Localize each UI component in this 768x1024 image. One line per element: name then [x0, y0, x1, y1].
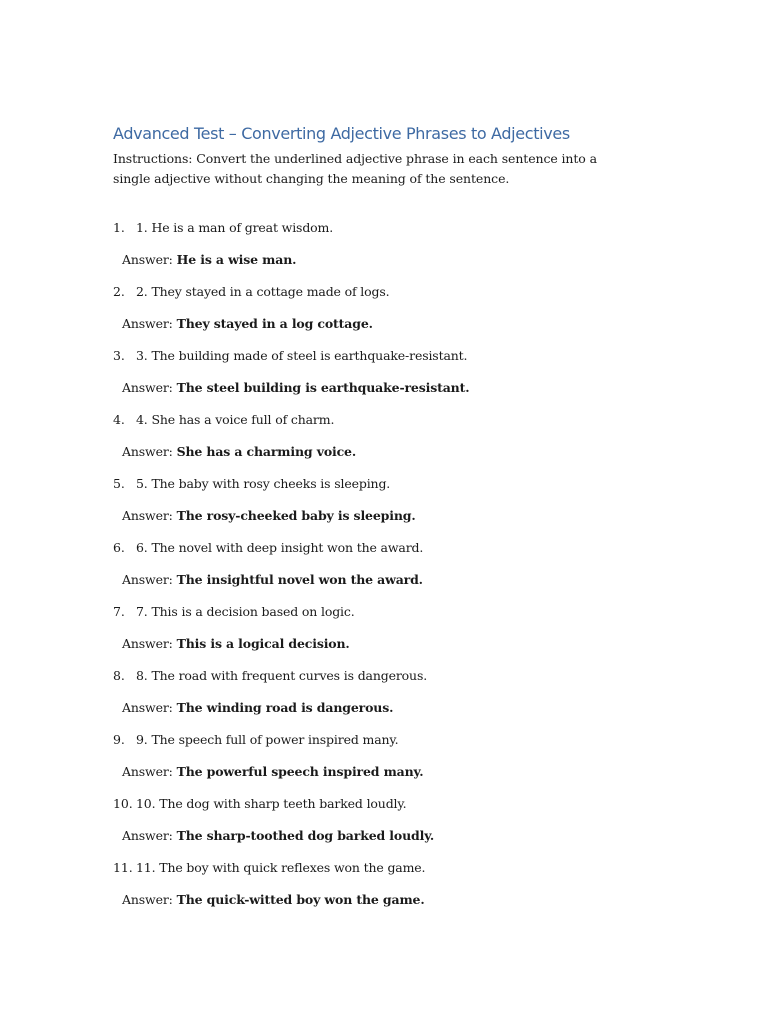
- answer-line: [122, 636, 350, 652]
- answer-text: They stayed in a log cottage.: [176, 316, 373, 331]
- answer-text: The quick-witted boy won the game.: [176, 892, 425, 907]
- item-number: 11.: [113, 860, 133, 875]
- item-number: 6.: [113, 540, 125, 555]
- answer-line: [122, 444, 356, 460]
- item-number: 4.: [113, 412, 125, 427]
- question-text: 10. The dog with sharp teeth barked loudly.: [136, 796, 407, 811]
- item-number: 3.: [113, 348, 125, 363]
- answer-line: [122, 316, 373, 332]
- answer-line: [122, 828, 434, 844]
- list-item: [113, 600, 713, 664]
- question-text: 5. The baby with rosy cheeks is sleeping.: [136, 476, 391, 491]
- item-number: 8.: [113, 668, 125, 683]
- answer-text: The rosy-cheeked baby is sleeping.: [176, 508, 416, 523]
- list-item: [113, 728, 713, 792]
- question-text: 8. The road with frequent curves is dangerous.: [136, 668, 428, 683]
- question-text: 4. She has a voice full of charm.: [136, 412, 335, 427]
- list-item: [113, 280, 713, 344]
- item-number: 5.: [113, 476, 125, 491]
- answer-label: Answer:: [122, 444, 173, 459]
- item-number: 1.: [113, 220, 125, 235]
- answer-label: Answer:: [122, 508, 173, 523]
- answer-label: Answer:: [122, 252, 173, 267]
- answer-label: Answer:: [122, 892, 173, 907]
- answer-line: [122, 892, 425, 908]
- answer-text: The insightful novel won the award.: [176, 572, 423, 587]
- answer-text: The powerful speech inspired many.: [176, 764, 424, 779]
- answer-label: Answer:: [122, 636, 173, 651]
- answer-line: [122, 508, 416, 524]
- item-number: 7.: [113, 604, 125, 619]
- answer-text: This is a logical decision.: [176, 636, 350, 651]
- list-item: [113, 472, 713, 536]
- list-item: [113, 216, 713, 280]
- question-list: [113, 216, 713, 920]
- answer-line: [122, 764, 423, 780]
- question-text: 7. This is a decision based on logic.: [136, 604, 355, 619]
- answer-line: [122, 380, 469, 396]
- list-item: [113, 792, 713, 856]
- answer-label: Answer:: [122, 828, 173, 843]
- instructions-text: Instructions: Convert the underlined adjective phrase in each sentence into a single adjective without changing the meaning of the sentence.: [113, 151, 597, 186]
- question-text: 3. The building made of steel is earthquake-resistant.: [136, 348, 468, 363]
- item-number: 10.: [113, 796, 133, 811]
- question-text: 11. The boy with quick reflexes won the game.: [136, 860, 426, 875]
- answer-text: The sharp-toothed dog barked loudly.: [176, 828, 435, 843]
- list-item: [113, 664, 713, 728]
- list-item: [113, 344, 713, 408]
- list-item: [113, 856, 713, 920]
- answer-line: [122, 572, 423, 588]
- answer-text: She has a charming voice.: [176, 444, 357, 459]
- item-number: 9.: [113, 732, 125, 747]
- answer-text: The steel building is earthquake-resistant.: [176, 380, 470, 395]
- page-title: Advanced Test – Converting Adjective Phrases to Adjectives: [113, 124, 570, 143]
- question-text: 9. The speech full of power inspired many.: [136, 732, 399, 747]
- question-text: 6. The novel with deep insight won the award.: [136, 540, 424, 555]
- answer-text: He is a wise man.: [176, 252, 297, 267]
- question-text: 2. They stayed in a cottage made of logs.: [136, 284, 390, 299]
- answer-label: Answer:: [122, 380, 173, 395]
- answer-label: Answer:: [122, 700, 173, 715]
- answer-text: The winding road is dangerous.: [176, 700, 394, 715]
- item-number: 2.: [113, 284, 125, 299]
- answer-label: Answer:: [122, 572, 173, 587]
- answer-line: [122, 700, 393, 716]
- list-item: [113, 408, 713, 472]
- answer-line: [122, 252, 296, 268]
- question-text: 1. He is a man of great wisdom.: [136, 220, 334, 235]
- answer-label: Answer:: [122, 764, 173, 779]
- list-item: [113, 536, 713, 600]
- answer-label: Answer:: [122, 316, 173, 331]
